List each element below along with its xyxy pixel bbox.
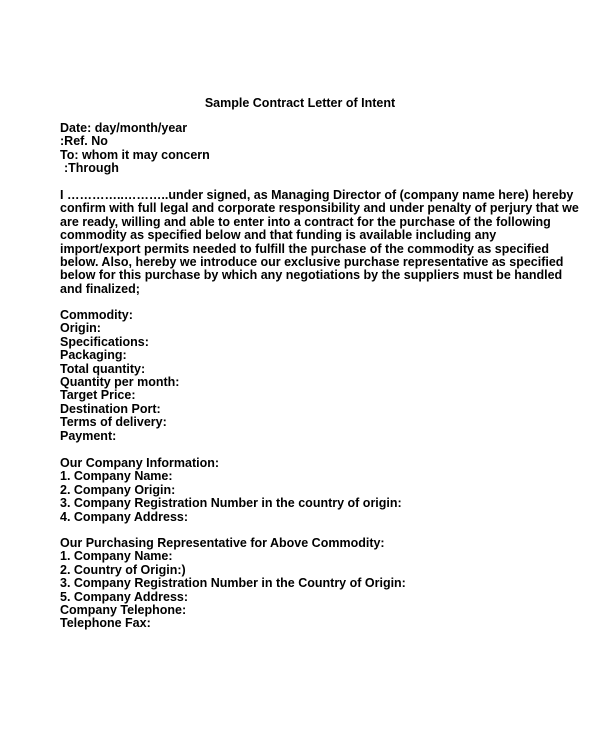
field-total-quantity: Total quantity: <box>60 361 146 376</box>
paragraph-line: below for this purchase by which any negotiations by the suppliers must be handled <box>60 268 563 283</box>
letter-header <box>60 122 550 176</box>
representative-item: 1. Company Name: <box>60 549 173 564</box>
field-payment: Payment: <box>60 428 117 443</box>
representative-item: 5. Company Address: <box>60 589 189 604</box>
company-info-item: 3. Company Registration Number in the country of origin: <box>60 496 402 511</box>
paragraph-line: are ready, willing and able to enter into a contract for the purchase of the following <box>60 214 551 229</box>
field-packaging: Packaging: <box>60 348 127 363</box>
field-origin: Origin: <box>60 321 101 336</box>
paragraph-line: and finalized; <box>60 281 140 296</box>
commodity-fields <box>60 309 550 443</box>
field-quantity-per-month: Quantity per month: <box>60 375 180 390</box>
company-info-item: 1. Company Name: <box>60 469 173 484</box>
field-target-price: Target Price: <box>60 388 136 403</box>
field-terms-of-delivery: Terms of delivery: <box>60 415 167 430</box>
document-title: Sample Contract Letter of Intent <box>204 96 396 110</box>
paragraph-line: import/export permits needed to fulfill the purchase of the commodity as specified <box>60 241 549 256</box>
paragraph-line: I …………..………..under signed, as Managing Director of (company name here) hereby <box>60 188 574 202</box>
paragraph-line: commodity as specified below and that funding is available including any <box>60 228 497 243</box>
representative-heading: Our Purchasing Representative for Above Commodity: <box>60 536 385 550</box>
body-paragraph <box>60 188 579 296</box>
paragraph-line: confirm with full legal and corporate responsibility and under penalty of perjury that we <box>60 201 579 216</box>
to-line: To: whom it may concern <box>60 147 210 162</box>
representative-item: Company Telephone: <box>60 603 187 618</box>
field-specifications: Specifications: <box>60 334 149 349</box>
date-line: Date: day/month/year <box>60 121 188 135</box>
paragraph-line: below. Also, hereby we introduce our exclusive purchase representative as specified <box>60 255 564 270</box>
field-commodity: Commodity: <box>60 308 133 322</box>
company-info-section <box>60 457 550 524</box>
ref-line: :Ref. No <box>60 134 108 149</box>
representative-item: Telephone Fax: <box>60 616 151 631</box>
company-info-item: 2. Company Origin: <box>60 482 176 497</box>
representative-section <box>60 537 550 631</box>
through-line: :Through <box>64 161 119 176</box>
company-info-heading: Our Company Information: <box>60 456 220 470</box>
representative-item: 2. Country of Origin:) <box>60 562 186 577</box>
field-destination-port: Destination Port: <box>60 401 161 416</box>
company-info-item: 4. Company Address: <box>60 509 189 524</box>
representative-item: 3. Company Registration Number in the Country of Origin: <box>60 576 406 591</box>
